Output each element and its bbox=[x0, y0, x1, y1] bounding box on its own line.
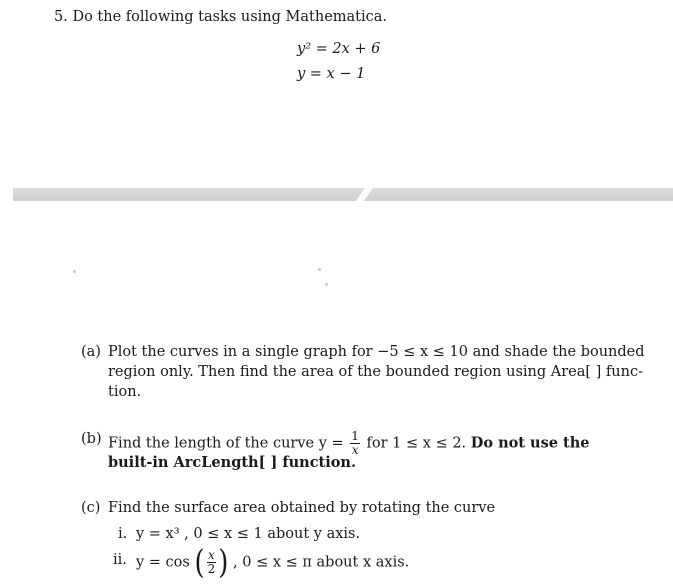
part-b-bold-line2: built-in ArcLength[ ] function. bbox=[108, 454, 357, 471]
problem-heading: 5. Do the following tasks using Mathematica. bbox=[54, 9, 388, 25]
left-paren: ( bbox=[194, 543, 205, 582]
part-b-label: (b) bbox=[81, 431, 102, 447]
part-c-ii-text bbox=[136, 543, 410, 582]
part-c-i-text: y = x³ , 0 ≤ x ≤ 1 about y axis. bbox=[136, 526, 361, 542]
part-a-text-line3: tion. bbox=[108, 384, 142, 400]
part-a-label: (a) bbox=[81, 344, 101, 360]
equation-2: y = x − 1 bbox=[297, 66, 366, 82]
part-b-text-after: for 1 ≤ x ≤ 2. bbox=[366, 435, 467, 452]
part-c-ii-text-after: , 0 ≤ x ≤ π about x axis. bbox=[233, 554, 410, 571]
right-paren: ) bbox=[218, 543, 229, 582]
part-c-ii-text-before: y = cos bbox=[136, 554, 190, 571]
part-b-frac-denominator: x bbox=[351, 443, 359, 457]
part-c-label: (c) bbox=[81, 500, 101, 516]
scan-speck bbox=[73, 270, 76, 273]
part-c-text-line1: Find the surface area obtained by rotating the curve bbox=[108, 500, 496, 516]
part-b-frac-numerator: 1 bbox=[351, 429, 359, 443]
part-b-fraction bbox=[350, 430, 360, 457]
part-b-bold-warning: Do not use the bbox=[470, 434, 590, 452]
part-b-text-before: Find the length of the curve y = bbox=[108, 435, 344, 452]
part-c-ii-label: ii. bbox=[113, 552, 127, 568]
part-c-i-label: i. bbox=[118, 526, 128, 542]
scan-speck bbox=[325, 283, 328, 286]
part-a-text-line2: region only. Then find the area of the bounded region using Area[ ] func- bbox=[108, 364, 643, 380]
part-a-text-line1: Plot the curves in a single graph for −5 ≤ x ≤ 10 and shade the bounded bbox=[108, 344, 645, 360]
scan-speck bbox=[318, 268, 321, 271]
page-divider bbox=[13, 188, 673, 201]
part-c-ii-frac-denominator: 2 bbox=[207, 562, 216, 576]
part-c-ii-frac-numerator: x bbox=[208, 548, 215, 562]
part-c-ii-fraction bbox=[207, 549, 217, 576]
equation-1: y² = 2x + 6 bbox=[297, 41, 381, 57]
part-b-text-line1 bbox=[108, 430, 589, 457]
